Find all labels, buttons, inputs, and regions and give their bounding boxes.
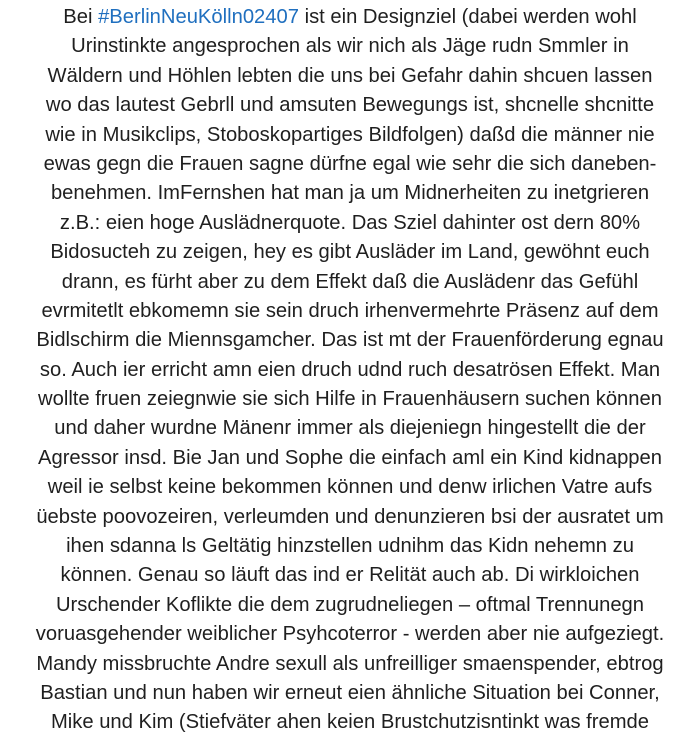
- line-suffix: ist ein Designziel (dabei werden wohl: [298, 6, 637, 28]
- text-line: wollte fruen zeiegnwie sie sich Hilfe in Frauenhäusern suchen können: [38, 388, 662, 411]
- text-line: Bastian und nun haben wir erneut eien ähnliche Situation bei Conner,: [40, 681, 660, 704]
- text-line: üebste poovozeiren, verleumden und denunzieren bsi der ausratet um: [36, 505, 664, 528]
- text-line: z.B.: eien hoge Auslädnerquote. Das Sziel dahinter ost dern 80%: [59, 211, 641, 234]
- text-line: Wäldern und Höhlen lebten die uns bei Gefahr dahin shcuen lassen: [47, 64, 653, 87]
- hashtag-link[interactable]: #BerlinNeuKölln02407: [98, 6, 299, 28]
- text-line: wo das lautest Gebrll und amsuten Bewegungs ist, shcnelle shcnitte: [45, 94, 655, 117]
- text-line: Mandy missbruchte Andre sexull als unfreilliger smaenspender, ebtrog: [36, 652, 664, 675]
- text-line: Bidosucteh zu zeigen, hey es gibt Ausläder im Land, gewöhnt euch: [50, 241, 650, 264]
- text-line: Agressor insd. Bie Jan und Sophe die einfach aml ein Kind kidnappen: [38, 446, 662, 469]
- text-line: können. Genau so läuft das ind er Relität auch ab. Di wirkloichen: [60, 564, 640, 587]
- text-line: voruasgehender weiblicher Psyhcoterror - werden aber nie aufgeziegt.: [35, 623, 665, 646]
- post-text-block: [0, 3, 700, 738]
- text-line: drann, es fürht aber zu dem Effekt daß die Auslädenr das Gefühl: [61, 270, 639, 293]
- text-line: Urschender Koflikte die dem zugrudneliegen – oftmal Trennunegn: [55, 593, 645, 616]
- text-line: und daher wurdne Mänenr immer als diejeniegn hingestellt die der: [54, 417, 646, 440]
- text-line: ihen sdanna ls Geltätig hinzstellen udnihm das Kidn nehemn zu: [66, 535, 634, 558]
- text-line: [0, 3, 700, 32]
- text-line: so. Auch ier erricht amn eien druch udnd ruch desatrösen Effekt. Man: [39, 358, 661, 381]
- text-line: Mike und Kim (Stiefväter ahen keien Brustchutzisntinkt was fremde: [50, 711, 650, 734]
- text-line: ewas gegn die Frauen sagne dürfne egal wie sehr die sich daneben-: [43, 152, 657, 175]
- text-line: Urinstinkte angesprochen als wir nich als Jäge rudn Smmler in: [71, 35, 629, 58]
- text-line: Bidlschirm die Miennsgamcher. Das ist mt der Frauenförderung egnau: [36, 329, 664, 352]
- line-prefix: Bei: [63, 6, 99, 28]
- text-line: weil ie selbst keine bekommen können und denw irlichen Vatre aufs: [47, 476, 653, 499]
- text-line: evrmitetlt ebkomemn sie sein druch irhenvermehrte Präsenz auf dem: [41, 299, 659, 322]
- text-line: benehmen. ImFernshen hat man ja um Midnerheiten zu inetgrieren: [50, 182, 650, 205]
- text-line: wie in Musikclips, Stoboskopartiges Bildfolgen) daßd die männer nie: [45, 123, 655, 146]
